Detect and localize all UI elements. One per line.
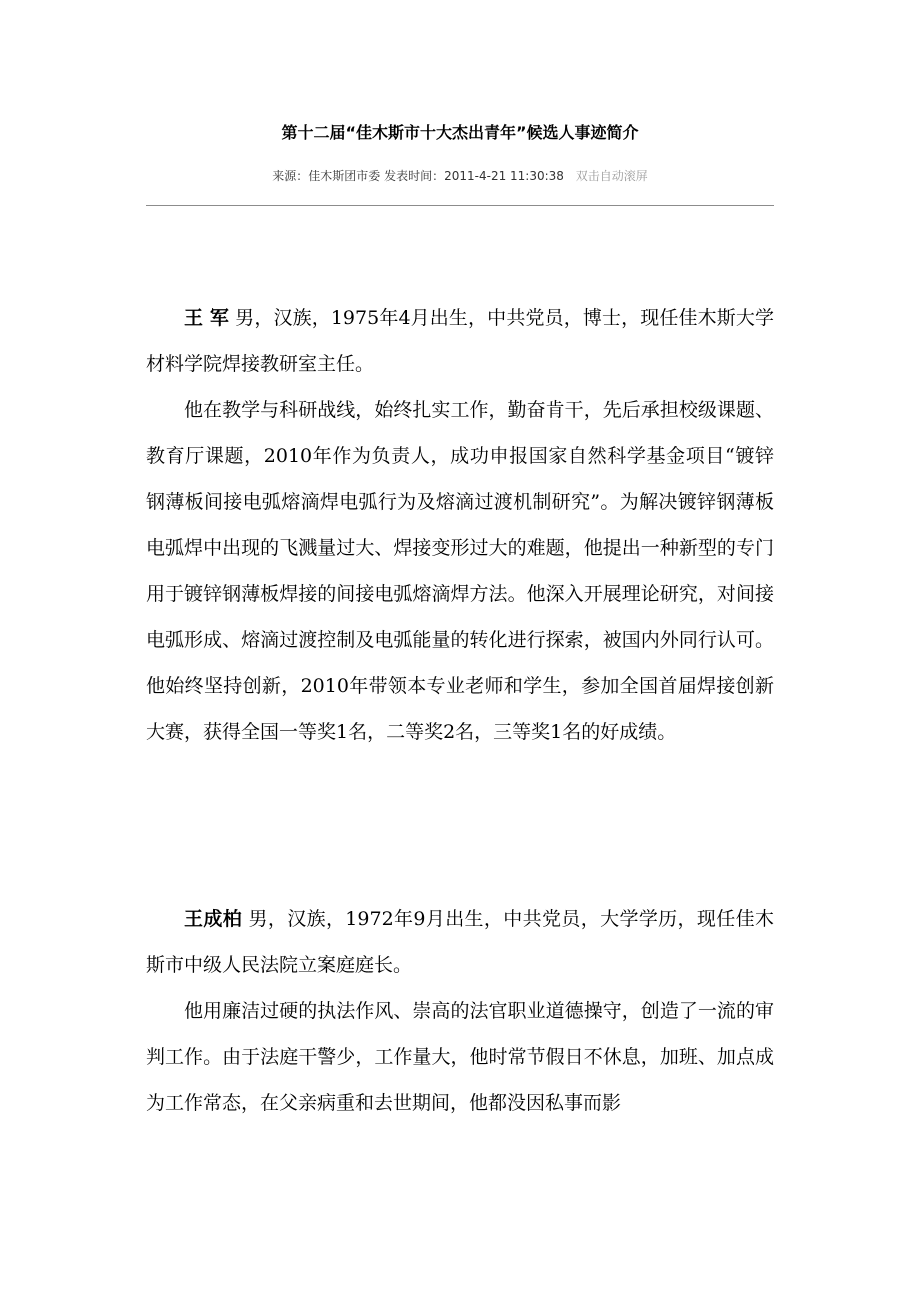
candidate-intro (146, 896, 774, 988)
candidate-name: 王成柏 (184, 908, 243, 930)
candidate-body: 他在教学与科研战线，始终扎实工作，勤奋肯干，先后承担校级课题、教育厅课题，2010年作为负责人，成功申报国家自然科学基金项目“镀锌钢薄板间接电弧熔滴焊电弧行为及熔滴过渡机制研究”。为解决镀锌钢薄板电弧焊中出现的飞溅量过大、焊接变形过大的难题，他提出一种新型的专门用于镀锌钢薄板焊接的间接电弧熔滴焊方法。他深入开展理论研究，对间接电弧形成、熔滴过渡控制及电弧能量的转化进行探索，被国内外同行认可。他始终坚持创新，2010年带领本专业老师和学生，参加全国首届焊接创新大赛，获得全国一等奖1名，二等奖2名，三等奖1名的好成绩。 (146, 399, 774, 743)
candidate-intro-text: 男，汉族，1972年9月出生，中共党员，大学学历，现任佳木斯市中级人民法院立案庭庭长。 (146, 908, 774, 976)
date-value: 2011-4-21 11:30:38 (444, 169, 564, 183)
auto-scroll-hint[interactable]: 双击自动滚屏 (575, 169, 648, 183)
candidate-body: 他用廉洁过硬的执法作风、崇高的法官职业道德操守，创造了一流的审判工作。由于法庭干警少，工作量大，他时常节假日不休息，加班、加点成为工作常态，在父亲病重和去世期间，他都没因私事而影 (146, 1000, 774, 1114)
article-meta (146, 166, 774, 186)
header-divider (146, 205, 774, 206)
candidate-section (146, 295, 774, 755)
candidate-intro-text: 男，汉族，1975年4月出生，中共党员，博士，现任佳木斯大学材料学院焊接教研室主任。 (146, 307, 775, 375)
source-value: 佳木斯团市委 (308, 169, 381, 183)
source-label: 来源： (272, 169, 309, 183)
date-label: 发表时间： (384, 169, 445, 183)
candidate-section (146, 896, 774, 1126)
candidate-name: 王 军 (184, 307, 230, 329)
candidate-intro (146, 295, 774, 387)
article-title: 第十二届“佳木斯市十大杰出青年”候选人事迹简介 (281, 123, 639, 142)
